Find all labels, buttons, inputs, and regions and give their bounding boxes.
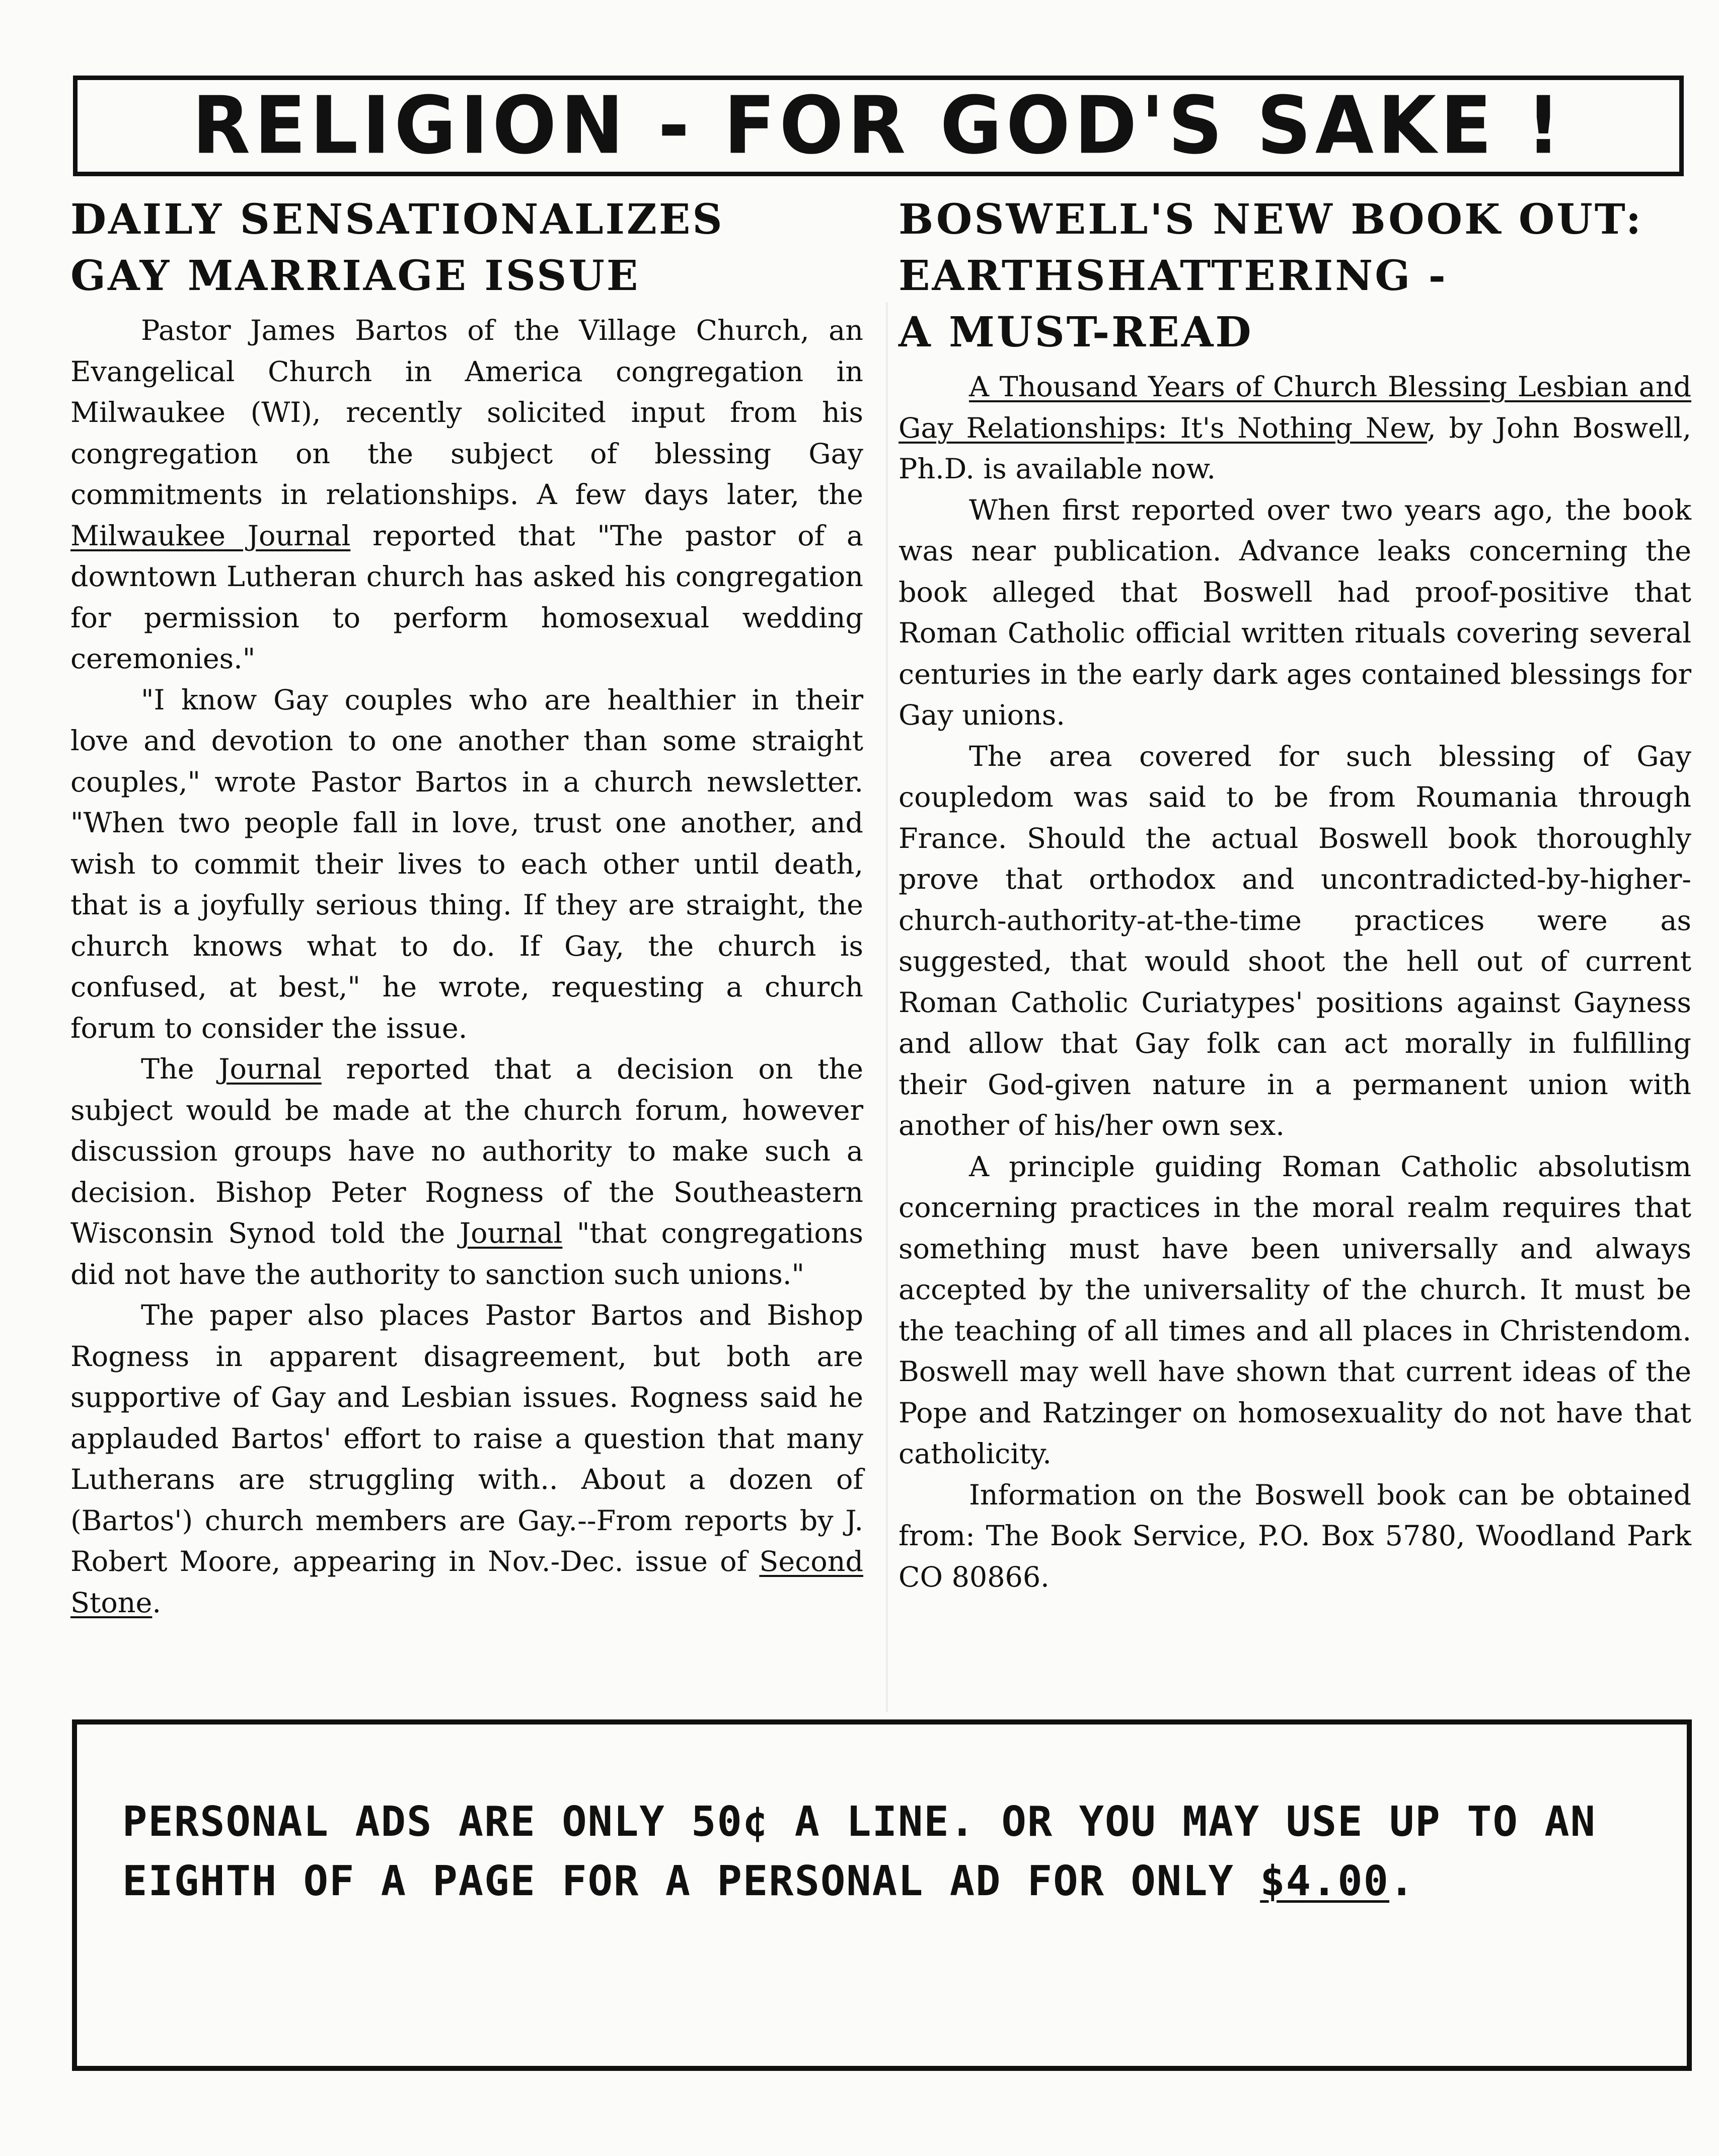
left-p3-mid: reported that a decision on the subject would be made at the church forum, however discussion groups have no authority to make such a decision. Bishop Peter Rogness of the Southeastern Wisconsin Synod told the: [70, 1053, 863, 1250]
right-article: [899, 191, 1691, 1598]
left-headline-line2: GAY MARRIAGE ISSUE: [70, 252, 640, 300]
left-article: [70, 191, 863, 1623]
banner-title: RELIGION - FOR GOD'S SAKE !: [192, 80, 1565, 172]
right-headline: [899, 191, 1691, 361]
left-p3-start: The: [141, 1053, 219, 1086]
left-paragraph-2: "I know Gay couples who are healthier in their love and devotion to one another than some straight couples," wrote Pastor Bartos in a church newsletter. "When two people fall in love, trust one another, and wish to commit their lives to each other until death, that is a joyfully serious thing. If they are straight, the church knows what to do. If Gay, the church is confused, at best," he wrote, requesting a church forum to consider the issue.: [70, 683, 863, 1045]
right-headline-line1: BOSWELL'S NEW BOOK OUT:: [899, 195, 1643, 244]
personal-ads-box: [72, 1719, 1692, 2071]
left-p4-text: The paper also places Pastor Bartos and Bishop Rogness in apparent disagreement, but both are supportive of Gay and Lesbian issues. Rogness said he applauded Bartos' effort to raise a question that many Lutherans are struggling with.. About a dozen of (Bartos') church members are Gay.--From reports by J. Robert Moore, appearing in Nov.-Dec. issue of: [70, 1299, 863, 1578]
right-paragraph-5: Information on the Boswell book can be obtained from: The Book Service, P.O. Box 5780, Woodland Park CO 80866.: [899, 1478, 1691, 1594]
ad-price: $4.00: [1260, 1857, 1390, 1905]
book-title: A Thousand Years of Church Blessing Lesbian and Gay Relationships: It's Nothing New: [899, 371, 1691, 445]
right-headline-line2: EARTHSHATTERING -: [899, 252, 1448, 300]
bleed-through-rule: [886, 302, 888, 1712]
right-paragraph-3: The area covered for such blessing of Gay coupledom was said to be from Roumania through France. Should the actual Boswell book thoroughly prove that orthodox and uncontradicted-by-higher-church-authority-at-the-time practices were as suggested, that would shoot the hell out of current Roman Catholic Curiatypes' positions against Gayness and allow that Gay folk can act morally in fulfilling their God-given nature in a permanent union with another of his/her own sex.: [899, 740, 1691, 1142]
publication-name: Journal: [218, 1053, 322, 1086]
right-p1-end: , by John Boswell, Ph.D. is available now.: [899, 411, 1691, 485]
ad-text-end: .: [1389, 1857, 1415, 1905]
left-p3-end: "that congregations did not have the authority to sanction such unions.": [70, 1217, 863, 1291]
right-paragraph-2: When first reported over two years ago, the book was near publication. Advance leaks concerning the book alleged that Boswell had proof-positive that Roman Catholic official written rituals covering several centuries in the early dark ages contained blessings for Gay unions.: [899, 493, 1691, 732]
left-article-body: [70, 310, 863, 1623]
publication-name: Milwaukee Journal: [70, 519, 351, 552]
personal-ads-text: [122, 1792, 1653, 1911]
publication-name: Second Stone: [70, 1545, 863, 1619]
right-paragraph-4: A principle guiding Roman Catholic absolutism concerning practices in the moral realm requires that something must have been universally and always accepted by the universality of the church. It must be the teaching of all times and all places in Christendom. Boswell may well have shown that current ideas of the Pope and Ratzinger on homosexuality do not have that catholicity.: [899, 1150, 1691, 1470]
left-p4-end: .: [152, 1586, 161, 1619]
banner: [73, 76, 1684, 176]
left-headline: [70, 191, 863, 304]
publication-name: Journal: [459, 1217, 563, 1250]
left-paragraph-1: [70, 310, 863, 680]
left-p1-end: reported that "The pastor of a downtown Lutheran church has asked his congregation for permission to perform homosexual wedding ceremonies.": [70, 519, 863, 675]
left-paragraph-4: [70, 1295, 863, 1623]
left-headline-line1: DAILY SENSATIONALIZES: [70, 195, 724, 244]
ad-text-main: PERSONAL ADS ARE ONLY 50¢ A LINE. OR YOU MAY USE UP TO AN EIGHTH OF A PAGE FOR A PERSONAL AD FOR ONLY: [122, 1798, 1596, 1905]
right-article-body: [899, 367, 1691, 1598]
right-paragraph-1: [899, 367, 1691, 490]
right-headline-line3: A MUST-READ: [899, 308, 1253, 356]
left-p1-text: Pastor James Bartos of the Village Church, an Evangelical Church in America congregation in Milwaukee (WI), recently solicited input from his congregation on the subject of blessing Gay commitments in relationships. A few days later, the: [70, 314, 863, 511]
left-paragraph-3: [70, 1049, 863, 1295]
